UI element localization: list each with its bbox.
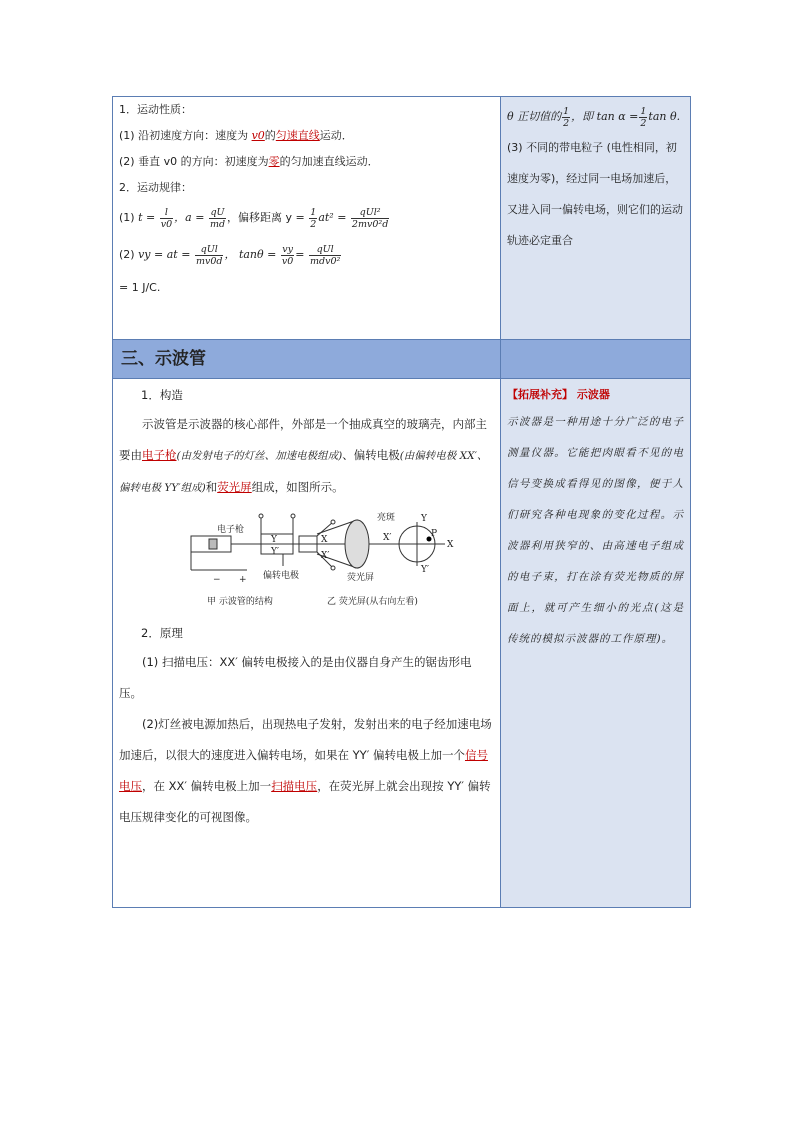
terminal — [331, 520, 335, 524]
label-yp: Y′ — [271, 547, 279, 557]
formula-text: vy = at = — [138, 248, 191, 261]
page — [112, 96, 690, 908]
label-x: X — [321, 535, 328, 545]
text: (1) 沿初速度方向：速度为 — [119, 129, 252, 142]
formula-text: t = — [138, 211, 156, 224]
text: tan θ. — [648, 110, 681, 123]
label: (1) — [119, 211, 135, 224]
label-screen: 荧光屏 — [347, 573, 375, 583]
section1-right-cell — [501, 97, 691, 340]
filament — [209, 539, 217, 549]
motion-line-2 — [119, 149, 494, 175]
uniform-motion-fill: 匀速直线 — [275, 129, 320, 142]
extension-body: 示波器是一种用途十分广泛的电子测量仪器。它能把肉眼看不见的电信号变换成看得见的图像，便于人们研究各种电现象的变化过程。示波器利用狭窄的、由高速电子组成的电子束，打在涂有荧光物质的屏面上，就可产生细小的光点(这是传统的模拟示波器的工作原理)。 — [507, 416, 684, 645]
electron-gun-fill: 电子枪 — [142, 448, 177, 462]
note: (由发射电子的灯丝、加速电极组成) — [176, 450, 343, 462]
screen-fill: 荧光屏 — [217, 480, 252, 494]
label-y: Y — [271, 535, 277, 545]
label-screen-y: Y — [421, 514, 427, 524]
caption-b: 乙 荧光屏(从右向左看) — [327, 597, 418, 607]
label-gun: 电子枪 — [217, 525, 245, 535]
label: (2) — [119, 248, 135, 261]
terminal — [291, 514, 295, 518]
v0-fill: v0 — [251, 129, 265, 142]
principle-heading: 2．原理 — [141, 626, 183, 640]
formula-text: ，a = — [174, 211, 205, 224]
principle-paragraph-2 — [119, 709, 494, 833]
label-screen-xp: X′ — [383, 533, 392, 543]
motion-law-heading: 2．运动规律： — [119, 181, 192, 194]
fraction: $\frac{1}{2}$ — [640, 105, 647, 129]
text: ，在荧光屏上就会出现按 YY′ 偏转电压规律变化的可视图像。 — [119, 779, 491, 824]
label-electrode: 偏转电极 — [263, 571, 300, 581]
section2-left-cell — [113, 379, 501, 908]
zero-fill: 零 — [268, 155, 280, 168]
fraction: $\frac{l}{v0}$ — [160, 206, 173, 230]
text: ，即 tan α = — [571, 110, 639, 123]
label-minus: − — [213, 575, 221, 585]
content-table — [112, 96, 691, 908]
fraction: $\frac{vy}{v0}$ — [281, 243, 294, 267]
fraction: $\frac{\text{qUl}}{\text{mdv0²}}$ — [310, 243, 341, 267]
fraction: $\frac{qU}{md}$ — [209, 206, 226, 230]
label-spot: 亮斑 — [377, 513, 396, 523]
formula-line-2 — [119, 235, 494, 275]
label-plus: + — [239, 575, 247, 585]
text: 、偏转电极 — [342, 448, 400, 462]
formula-text: = — [295, 248, 305, 261]
note: (由偏转电极 XX′、偏转电极 YY′组成) — [119, 450, 488, 494]
formula-line-1 — [119, 201, 494, 235]
label-screen-yp: Y′ — [421, 565, 429, 575]
text: 的 — [264, 129, 276, 142]
text: ，在 XX′ 偏转电极上加一 — [142, 779, 272, 793]
text: θ 正切值的 — [507, 110, 562, 123]
motion-nature-heading: 1．运动性质： — [119, 103, 192, 116]
text: 示波管是示波器的核心部件，外部是一个抽成真空的玻璃壳，内部主要由 — [119, 417, 487, 462]
unit-line: = 1 J/C. — [119, 281, 161, 294]
text: (2)灯丝被电源加热后，出现热电子发射，发射出来的电子经加速电场加速后，以很大的速度进入偏转电场，如果在 YY′ 偏转电极上加一个 — [119, 717, 492, 762]
signal-voltage-fill: 信号电压 — [119, 748, 488, 793]
caption-a: 甲 示波管的结构 — [207, 597, 273, 607]
formula-text: ， tanθ = — [224, 248, 277, 261]
text: 的匀加速直线运动． — [279, 155, 379, 168]
motion-line-1 — [119, 123, 494, 149]
tangent-relation — [507, 101, 684, 132]
text: (2) 垂直 v0 的方向：初速度为 — [119, 155, 269, 168]
text: 运动． — [319, 129, 353, 142]
section-title: 三、示波管 — [121, 349, 206, 369]
label-xp: X′ — [321, 551, 330, 561]
text: 组成，如图所示。 — [251, 480, 344, 494]
label-screen-x: X — [447, 540, 454, 550]
section2-right-cell — [501, 379, 691, 908]
fraction: $\frac{1}{2}$ — [563, 105, 570, 129]
formula-text: ，偏移距离 y = — [227, 211, 305, 224]
text: 和 — [205, 480, 218, 494]
structure-heading: 1．构造 — [141, 388, 183, 402]
extension-title: 【拓展补充】 示波器 — [507, 388, 610, 401]
fraction: $\frac{1}{2}$ — [310, 206, 317, 230]
terminal — [259, 514, 263, 518]
screen-ellipse — [345, 520, 369, 568]
label-p: P — [431, 529, 438, 539]
formula-text: at² = — [318, 211, 347, 224]
terminal — [331, 566, 335, 570]
scan-voltage-fill: 扫描电压 — [271, 779, 318, 793]
section1-left-cell — [113, 97, 501, 340]
principle-paragraph-1: (1) 扫描电压：XX′ 偏转电极接入的是由仪器自身产生的锯齿形电压。 — [119, 655, 472, 700]
section2-header-right — [501, 340, 691, 379]
trajectory-note: (3) 不同的带电粒子 (电性相同，初速度为零)，经过同一电场加速后，又进入同一偏转电场，则它们的运动轨迹必定重合 — [507, 141, 683, 247]
fraction: $\frac{\text{qUl}}{mv0d}$ — [195, 243, 223, 267]
fraction: $\frac{\text{qUl²}}{\text{2mv0²d}}$ — [351, 206, 389, 230]
section2-header-left — [113, 340, 501, 379]
oscilloscope-tube-diagram — [187, 512, 477, 612]
structure-paragraph — [119, 409, 494, 504]
